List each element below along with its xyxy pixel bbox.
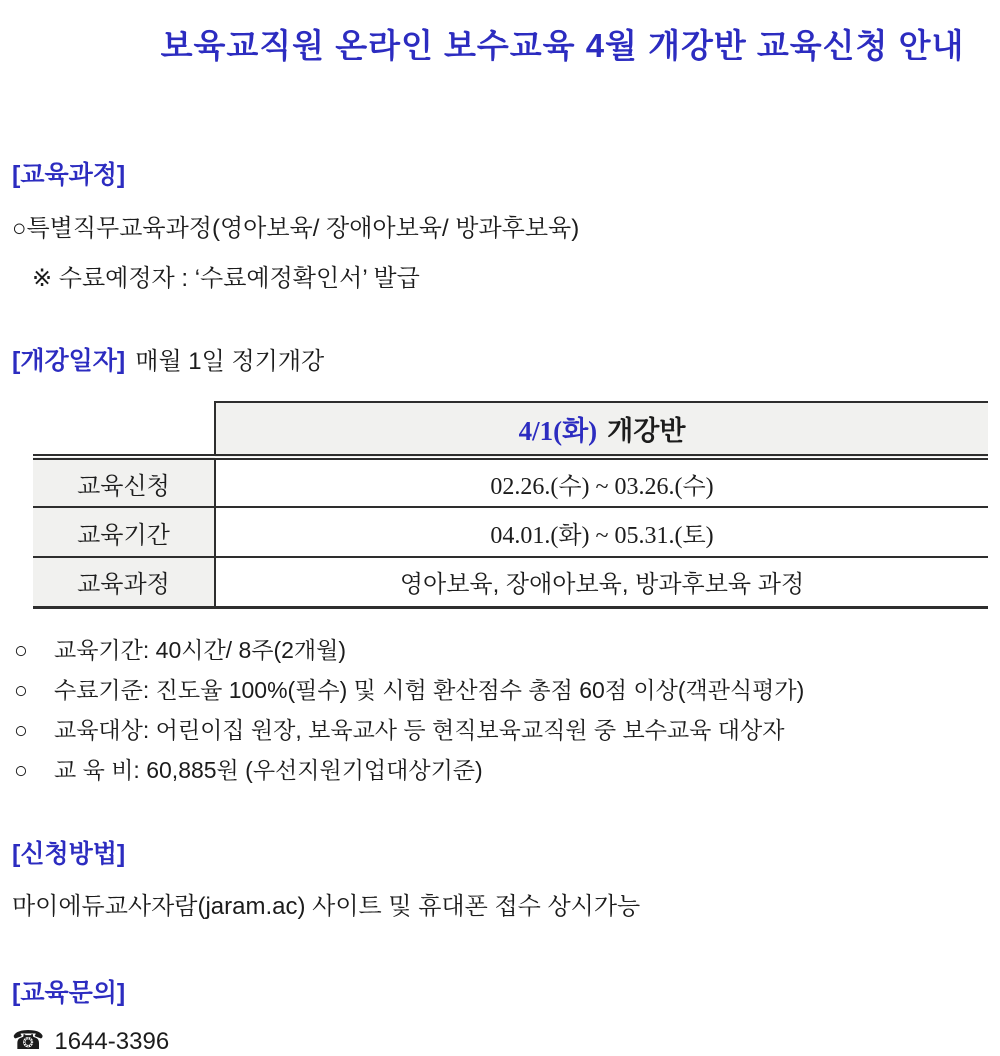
row-value-apply-period: 02.26.(수) ~ 03.26.(수) <box>215 457 988 507</box>
row-label-edu-period: 교육기간 <box>33 507 215 557</box>
curriculum-heading: [교육과정] <box>12 161 126 189</box>
phone-number: 1644-3396 <box>54 1027 170 1055</box>
schedule-table <box>33 401 988 609</box>
list-item <box>14 710 988 750</box>
section-apply-method <box>12 834 988 921</box>
row-value-edu-period: 04.01.(화) ~ 05.31.(토) <box>215 507 988 557</box>
announcement-page <box>0 20 1000 1055</box>
curriculum-course-line: ○특별직무교육과정(영아보육/ 장애아보육/ 방과후보육) <box>12 215 580 242</box>
bullet-text-duration: 교육기간: 40시간/ 8주(2개월) <box>54 636 347 663</box>
class-start-date: 4/1(화) <box>518 416 598 446</box>
row-label-apply-period: 교육신청 <box>33 457 215 507</box>
start-date-text: 매월 1일 정기개강 <box>135 348 325 375</box>
phone-icon: ☎ <box>12 1024 45 1055</box>
list-item <box>14 750 988 790</box>
schedule-blank-cell <box>33 402 215 457</box>
table-row <box>33 507 988 557</box>
info-bullet-list <box>12 630 988 790</box>
bullet-text-target: 교육대상: 어린이집 원장, 보육교사 등 현직보육교직원 중 보수교육 대상자 <box>54 716 785 743</box>
start-date-heading: [개강일자] <box>12 347 126 375</box>
circle-bullet-icon: ○ <box>14 636 28 663</box>
list-item <box>14 670 988 710</box>
curriculum-note-line: ※ 수료예정자 : ‘수료예정확인서’ 발급 <box>32 265 420 292</box>
schedule-header-row <box>33 402 988 457</box>
bullet-text-completion: 수료기준: 진도율 100%(필수) 및 시험 환산점수 총점 60점 이상(객관식평가) <box>54 676 805 703</box>
table-row <box>33 457 988 507</box>
circle-bullet-icon: ○ <box>14 676 28 703</box>
apply-method-heading: [신청방법] <box>12 839 126 868</box>
section-curriculum <box>12 155 988 293</box>
section-contact <box>12 973 988 1056</box>
page-title: 보육교직원 온라인 보수교육 4월 개강반 교육신청 안내 <box>160 27 965 64</box>
circle-bullet-icon: ○ <box>14 756 28 783</box>
apply-method-text: 마이에듀교사자람(jaram.ac) 사이트 및 휴대폰 접수 상시가능 <box>12 892 641 920</box>
bullet-text-fee: 교 육 비: 60,885원 (우선지원기업대상기준) <box>54 756 483 783</box>
circle-bullet-icon: ○ <box>14 716 28 743</box>
section-start-date <box>12 341 988 377</box>
row-label-edu-course: 교육과정 <box>33 557 215 607</box>
contact-line <box>12 1025 988 1056</box>
row-value-edu-course: 영아보육, 장애아보육, 방과후보육 과정 <box>215 557 988 607</box>
contact-heading: [교육문의] <box>12 978 126 1007</box>
table-row <box>33 557 988 607</box>
list-item <box>14 630 988 670</box>
schedule-header-cell <box>215 402 988 457</box>
class-start-label: 개강반 <box>607 416 686 446</box>
